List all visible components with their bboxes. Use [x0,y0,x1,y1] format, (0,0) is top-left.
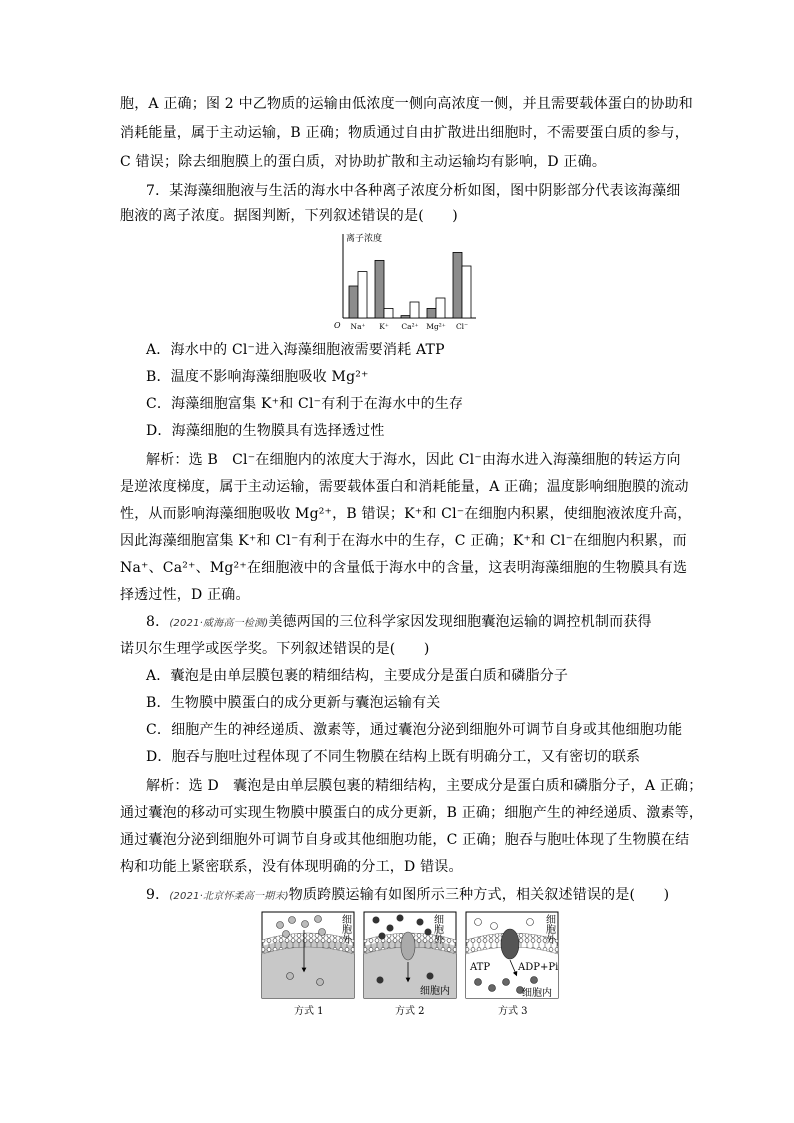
bar-cell-sap [401,316,410,318]
svg-text:细: 细 [546,915,556,926]
inside-label: 细胞内 [522,988,552,999]
analysis-line: 通过囊泡分泌到细胞外可调节自身或其他细胞功能，C 正确；胞吞与胞吐体现了生物膜在结 [120,832,690,848]
bar-cell-sap [375,260,384,318]
option-a: A．囊泡是由单层膜包裹的精细结构，主要成分是蛋白质和磷脂分子 [146,668,569,684]
panel-method-1 [262,912,354,1017]
question-text: 美德两国的三位科学家因发现细胞囊泡运输的调控机制而获得 [268,614,652,630]
x-tick-label: Cl⁻ [455,322,469,331]
question-number: 9． [146,887,170,903]
option-a: A．海水中的 Cl⁻进入海藻细胞液需要消耗 ATP [146,342,445,358]
analysis-line: 因此海藻细胞富集 K⁺和 Cl⁻有利于在海水中的生存，C 正确；K⁺和 Cl⁻在细胞内积累，而 [120,533,687,549]
text-line: 消耗能量，属于主动运输，B 正确；物质通过自由扩散进出细胞时，不需要蛋白质的参与， [120,125,689,141]
question-8-stem: 诺贝尔生理学或医学奖。下列叙述错误的是( ) [120,641,430,657]
caption-method-3: 方式 3 [498,1006,528,1017]
option-b: B．温度不影响海藻细胞吸收 Mg²⁺ [146,369,369,385]
bar-seawater [410,302,419,318]
bar-cell-sap [427,308,436,318]
atp-label: ATP [470,962,491,973]
question-7-stem: 7．某海藻细胞液与生活的海水中各种离子浓度分析如图，图中阴影部分代表该海藻细 [146,183,681,199]
svg-text:细: 细 [342,915,352,926]
question-source: (2021·北京怀柔高一期末) [169,891,289,902]
caption-method-2: 方式 2 [395,1006,425,1017]
caption-method-1: 方式 1 [294,1006,324,1017]
x-tick-label: Na⁺ [350,322,366,331]
panel-method-2 [364,912,456,1017]
question-7-stem: 胞液的离子浓度。据图判断，下列叙述错误的是( ) [120,208,458,224]
svg-text:外: 外 [342,935,352,946]
bar-cell-sap [349,286,358,318]
bar-seawater [436,298,445,318]
bar-cell-sap [453,252,462,318]
svg-text:外: 外 [546,935,556,946]
inside-label: 细胞内 [420,986,450,997]
analysis-line: Na⁺、Ca²⁺、Mg²⁺在细胞液中的含量低于海水中的含量，这表明海藻细胞的生物膜具有选 [120,560,688,576]
question-source: (2021·威海高一检测) [169,618,269,629]
analysis-line: 解析：选 D 囊泡是由单层膜包裹的精细结构，主要成分是蛋白质和磷脂分子，A 正确； [146,778,703,794]
x-tick-label: Mg²⁺ [426,322,446,331]
svg-text:外: 外 [434,935,444,946]
question-9-stem [146,886,669,906]
bar-seawater [384,308,393,318]
svg-text:胞: 胞 [546,925,556,936]
option-c: C．海藻细胞富集 K⁺和 Cl⁻有利于在海水中的生存 [146,396,464,412]
analysis-line: 择透过性，D 正确。 [120,587,250,603]
bar-seawater [358,272,367,318]
text-line: 胞，A 正确；图 2 中乙物质的运输由低浓度一侧向高浓度一侧，并且需要载体蛋白的协助和 [120,96,693,112]
question-text: 物质跨膜运输有如图所示三种方式，相关叙述错误的是( ) [288,887,670,903]
question-8-stem [146,613,652,633]
adp-label: ADP+Pi [518,962,559,973]
origin-label: O [334,321,341,330]
analysis-line: 性，从而影响海藻细胞吸收 Mg²⁺，B 错误；K⁺和 Cl⁻在细胞内积累，使细胞液浓度升高， [120,506,692,522]
y-axis-label: 离子浓度 [346,234,383,244]
svg-text:胞: 胞 [342,925,352,936]
option-d: D．胞吞与胞吐过程体现了不同生物膜在结构上既有明确分工，又有密切的联系 [146,749,641,765]
analysis-line: 是逆浓度梯度，属于主动运输，需要载体蛋白和消耗能量，A 正确；温度影响细胞膜的流动 [120,479,689,495]
text-line: C 错误；除去细胞膜上的蛋白质，对协助扩散和主动运输均有影响，D 正确。 [120,154,607,170]
x-tick-label: K⁺ [379,322,389,331]
question-number: 8． [146,614,170,630]
transport-methods-diagram [260,910,560,1020]
ion-concentration-chart [328,230,488,336]
panel-method-3 [466,912,558,1017]
option-b: B．生物膜中膜蛋白的成分更新与囊泡运输有关 [146,695,441,711]
analysis-line: 通过囊泡的移动可实现生物膜中膜蛋白的成分更新，B 正确；细胞产生的神经递质、激素等， [120,805,704,821]
svg-text:胞: 胞 [434,925,444,936]
analysis-line: 解析：选 B Cl⁻在细胞内的浓度大于海水，因此 Cl⁻由海水进入海藻细胞的转运方向 [146,452,681,468]
bar-seawater [462,266,471,318]
option-c: C．细胞产生的神经递质、激素等，通过囊泡分泌到细胞外可调节自身或其他细胞功能 [146,722,683,738]
option-d: D．海藻细胞的生物膜具有选择透过性 [146,423,385,439]
x-tick-label: Ca²⁺ [401,322,419,331]
analysis-line: 构和功能上紧密联系，没有体现明确的分工，D 错误。 [120,859,463,875]
svg-text:细: 细 [434,915,444,926]
